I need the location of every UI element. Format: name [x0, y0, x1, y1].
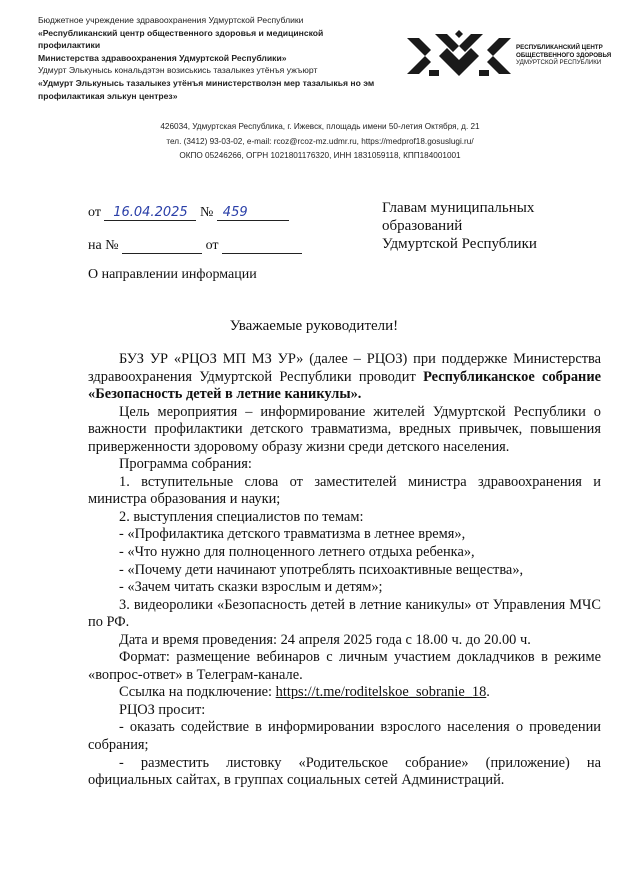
logo-line: ОБЩЕСТВЕННОГО ЗДОРОВЬЯ	[516, 51, 612, 59]
address-line: 426034, Удмуртская Республика, г. Ижевск, площадь имени 50-летия Октября, д. 21	[160, 122, 480, 131]
ref-from-label: от	[205, 238, 219, 253]
goal-paragraph: Цель мероприятия – информирование жителей Удмуртской Республики о важности профилактики детского травматизма, вредных привычек, повышения приверженности здоровому образу жизни среди детского населения.	[88, 403, 601, 455]
logo	[405, 30, 615, 90]
request-item: - разместить листовку «Родительское собрание» (приложение) на официальных сайтах, в группах социальных сетей Администраций.	[88, 754, 601, 789]
ref-number-label: на №	[88, 238, 119, 253]
incoming-reference	[88, 238, 302, 254]
addressee	[382, 199, 537, 253]
datetime-paragraph: Дата и время проведения: 24 апреля 2025 года с 18.00 ч. до 20.00 ч.	[119, 631, 531, 648]
institution-name-line: Удмурт Элькунысь кональдэтэн возиськись тазалыкез утёнъя ужъюрт	[38, 65, 318, 76]
link-label: Ссылка на подключение:	[119, 684, 276, 701]
logo-line: УДМУРТСКОЙ РЕСПУБЛИКИ	[516, 59, 602, 67]
institution-name-line: Бюджетное учреждение здравоохранения Удмуртской Республики	[38, 15, 304, 25]
greeting: Уважаемые руководители!	[229, 318, 399, 334]
outgoing-registration	[88, 205, 289, 221]
topic-item: - «Почему дети начинают употреблять психоактивные вещества»,	[119, 561, 524, 578]
program-item: 2. выступления специалистов по темам:	[119, 508, 364, 525]
ref-date-blank	[222, 238, 302, 254]
topic-item: - «Зачем читать сказки взрослым и детям»;	[119, 579, 383, 596]
intro-paragraph	[88, 351, 601, 404]
contact-block	[110, 120, 530, 164]
institution-name-line: Министерства здравоохранения Удмуртской Республики»	[38, 52, 287, 63]
heart-ornament-icon	[405, 30, 513, 82]
from-label: от	[88, 205, 101, 220]
intro-text: БУЗ УР «РЦОЗ МП МЗ УР» (далее – РЦОЗ) при поддержке Министерства здравоохранения Удмуртской Республики проводит	[88, 351, 601, 385]
format-paragraph: Формат: размещение вебинаров с личным участием докладчиков в режиме «вопрос-ответ» в Телеграм-канале.	[88, 649, 601, 683]
registry-codes-line: ОКПО 05246266, ОГРН 1021801176320, ИНН 1831059118, КПП184001001	[179, 151, 461, 160]
letter-body	[88, 351, 601, 790]
topic-item: - «Профилактика детского травматизма в летнее время»,	[119, 526, 466, 543]
outgoing-date	[104, 205, 196, 221]
topic-item: - «Что нужно для полноценного летнего отдыха ребенка»,	[119, 544, 475, 561]
institution-header	[38, 14, 383, 102]
addressee-line: Главам муниципальных	[382, 200, 535, 216]
outgoing-date-value: 16.04.2025	[113, 205, 188, 220]
phone-email-line: тел. (3412) 93-03-02, e-mail: rcoz@rcoz-mz.udmr.ru, https://medprof18.gosuslugi.ru/	[166, 136, 474, 146]
institution-name-line: «Республиканский центр общественного здоровья и медицинской профилактики	[38, 27, 324, 51]
logo-line: РЕСПУБЛИКАНСКИЙ ЦЕНТР	[516, 44, 603, 51]
ref-number-blank	[122, 238, 202, 254]
subject-line: О направлении информации	[88, 267, 257, 282]
addressee-line: Удмуртской Республики	[382, 236, 537, 252]
event-name: Республиканское собрание «Безопасность детей в летние каникулы».	[88, 368, 601, 403]
link-paragraph	[88, 684, 601, 702]
institution-name-line: профилактикая элькун центрез»	[38, 90, 178, 101]
request-title: РЦОЗ просит:	[119, 701, 206, 718]
addressee-line: образований	[382, 218, 463, 234]
telegram-link[interactable]: https://t.me/roditelskoe_sobranie_18	[275, 684, 487, 701]
program-item: 1. вступительные слова от заместителей министра здравоохранения и министра образования и науки;	[88, 473, 601, 508]
number-label: №	[199, 205, 214, 220]
program-title: Программа собрания:	[119, 456, 252, 473]
logo-text	[516, 44, 611, 67]
institution-name-line: «Удмурт Элькунысь тазалыкез утёнъя министерстволэн мер тазалыкья но эм	[38, 77, 375, 88]
link-end: .	[486, 684, 490, 701]
program-item: 3. видеоролики «Безопасность детей в летние каникулы» от Управления МЧС по РФ.	[88, 596, 601, 631]
outgoing-number-value: 459	[222, 205, 248, 220]
request-item: - оказать содействие в информировании взрослого населения о проведении собрания;	[88, 719, 601, 754]
outgoing-number	[217, 205, 289, 221]
